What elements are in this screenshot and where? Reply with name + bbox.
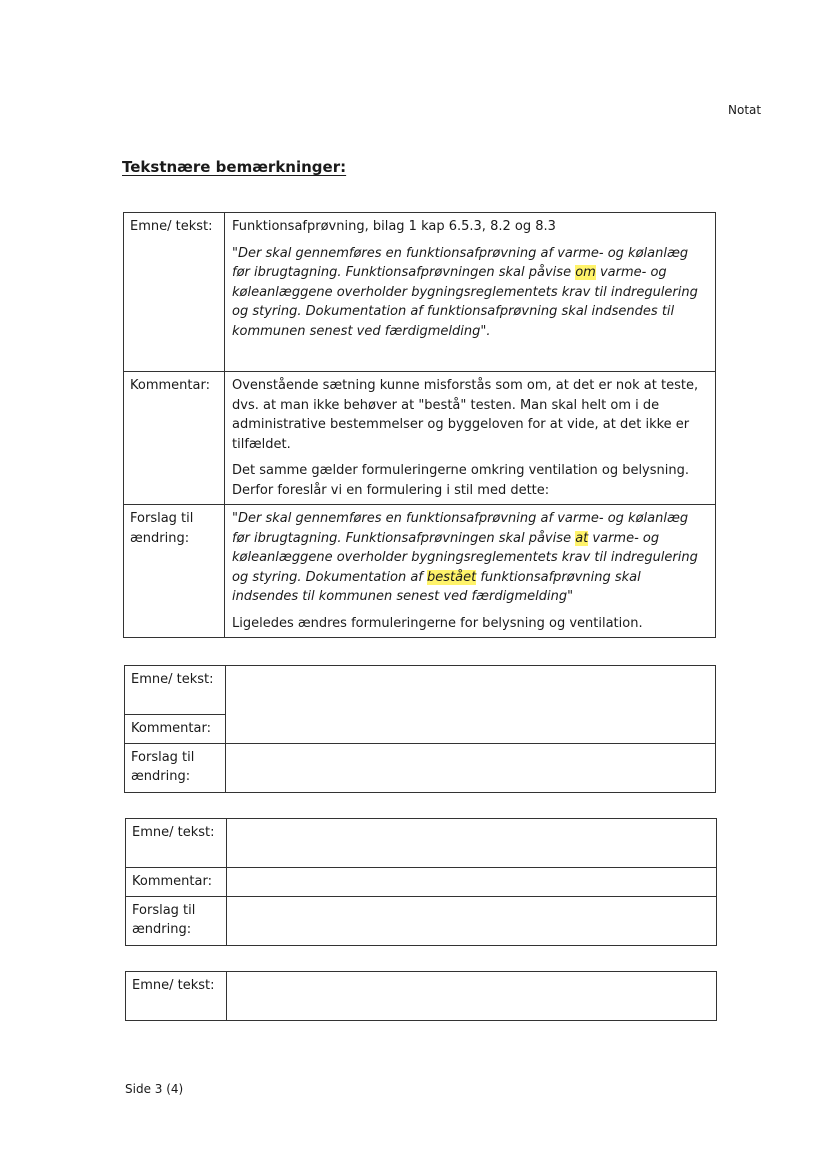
kommentar-row: [124, 372, 716, 505]
emne-label: Emne/ tekst:: [124, 213, 225, 372]
forslag-label: Forslag til ændring:: [126, 896, 227, 945]
kommentar-label: Kommentar:: [126, 868, 227, 897]
emne-row: [125, 666, 716, 715]
remark-table-2: [124, 665, 716, 793]
emne-row: [126, 819, 717, 868]
remark-table-3: [125, 818, 717, 946]
page-number: Side 3 (4): [125, 1082, 184, 1096]
highlight-at: at: [575, 530, 589, 546]
emne-empty-cell[interactable]: [227, 819, 717, 868]
emne-row: [124, 213, 716, 372]
kommentar-label: Kommentar:: [124, 372, 225, 505]
kommentar-empty-cell[interactable]: [227, 868, 717, 897]
emne-title: Funktionsafprøvning, bilag 1 kap 6.5.3, 8.2 og 8.3: [232, 219, 556, 234]
emne-label: Emne/ tekst:: [125, 666, 226, 715]
forslag-empty-cell[interactable]: [227, 896, 717, 945]
document-type-label: Notat: [728, 103, 762, 117]
highlight-om: om: [575, 265, 596, 280]
emne-label: Emne/ tekst:: [126, 819, 227, 868]
kommentar-content: [225, 372, 716, 505]
kommentar-label: Kommentar:: [125, 715, 226, 744]
forslag-row: [125, 743, 716, 792]
forslag-row: [126, 896, 717, 945]
forslag-paragraph-2: Ligeledes ændres formuleringerne for belysning og ventilation.: [232, 615, 643, 631]
forslag-label: Forslag til ændring:: [124, 505, 225, 638]
kommentar-paragraph-2: Det samme gælder formuleringerne omkring ventilation og belysning. Derfor foreslår vi en formulering i stil med dette:: [232, 463, 689, 498]
emne-kommentar-empty-cell[interactable]: [226, 666, 716, 744]
forslag-empty-cell[interactable]: [226, 743, 716, 792]
remark-table-1: [123, 212, 716, 638]
highlight-bestaaet: bestået: [427, 569, 477, 585]
section-heading: Tekstnære bemærkninger:: [122, 158, 347, 176]
emne-empty-cell[interactable]: [227, 972, 717, 1021]
forslag-content: [225, 505, 716, 638]
forslag-quote: "Der skal gennemføres en funktionsafprøvning af varme- og kølanlæg før ibrugtagning. Funktionsafprøvningen skal påvise at varme- og køleanlæggene overholder bygningsreglementets krav til indregulering og styring. Dokumentation af bestået funktionsafprøvning skal indsendes til kommunen senest ved færdigmelding": [232, 511, 698, 604]
forslag-row: [124, 505, 716, 638]
emne-row: [126, 972, 717, 1021]
emne-content: [225, 213, 716, 372]
emne-label: Emne/ tekst:: [126, 972, 227, 1021]
forslag-label: Forslag til ændring:: [125, 743, 226, 792]
emne-quote: "Der skal gennemføres en funktionsafprøvning af varme- og kølanlæg før ibrugtagning. Funktionsafprøvningen skal påvise om varme- og køleanlæggene overholder bygningsreglementets krav til indregulering og styring. Dokumentation af funktionsafprøvning skal indsendes til kommunen senest ved færdigmelding".: [232, 245, 698, 339]
kommentar-row: [126, 868, 717, 897]
kommentar-paragraph-1: Ovenstående sætning kunne misforstås som om, at det er nok at teste, dvs. at man ikke behøver at "bestå" testen. Man skal helt om i de administrative bestemmelser og byggeloven for at vide, at det ikke er tilfældet.: [232, 378, 699, 452]
remark-table-4: [125, 971, 717, 1021]
